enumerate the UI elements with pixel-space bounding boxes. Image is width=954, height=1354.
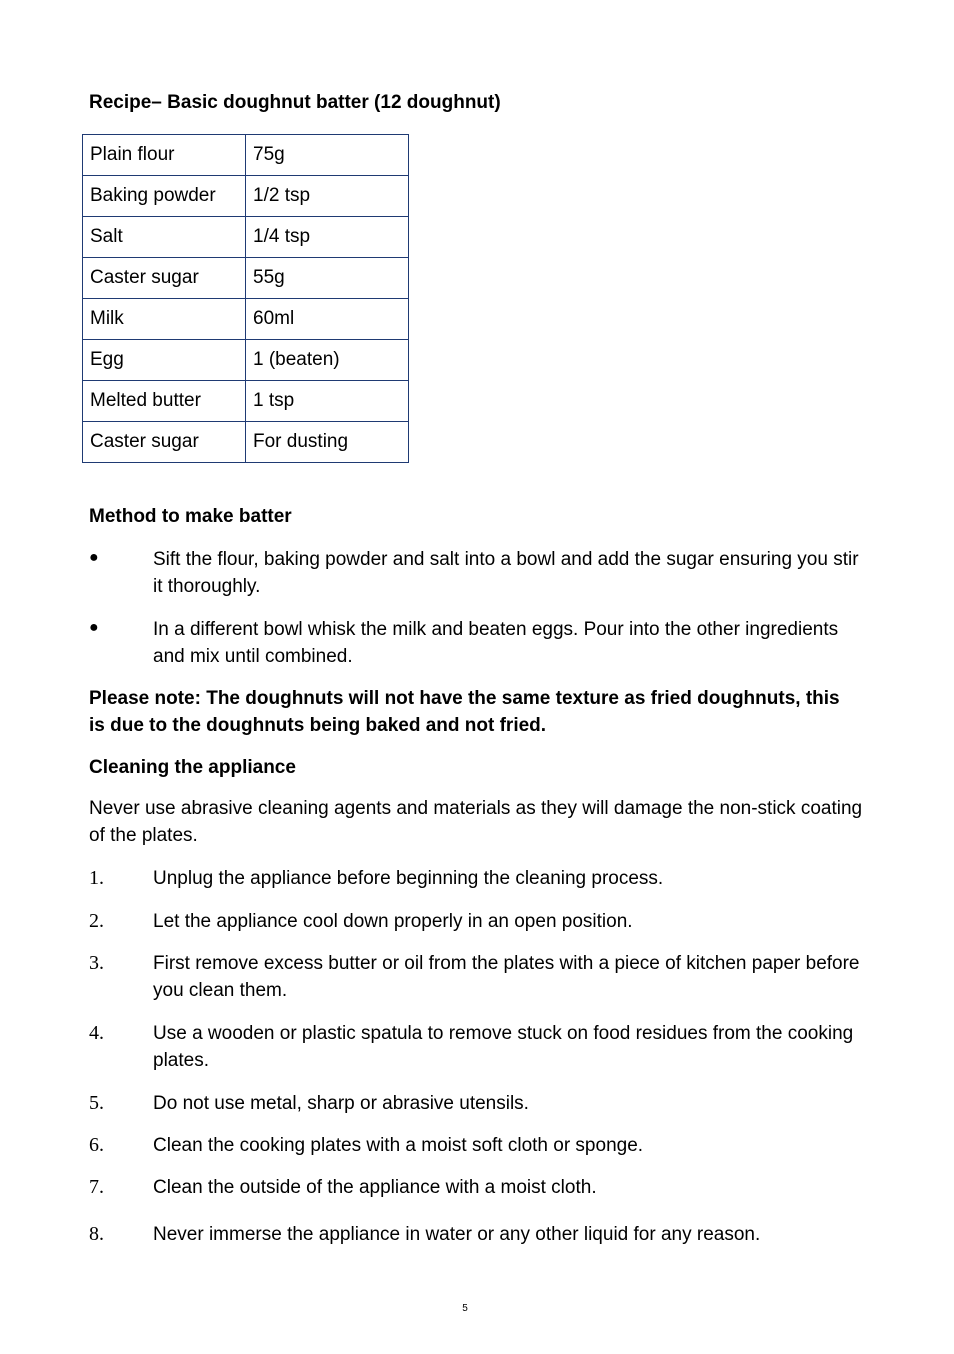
bullet-icon: ● bbox=[89, 549, 99, 566]
step-number: 3. bbox=[89, 952, 104, 974]
table-row bbox=[83, 176, 409, 217]
table-row bbox=[83, 422, 409, 463]
cleaning-step: Unplug the appliance before beginning the cleaning process. bbox=[153, 868, 664, 889]
table-row bbox=[83, 299, 409, 340]
ingredient-amount: 75g bbox=[246, 135, 409, 176]
table-row bbox=[83, 135, 409, 176]
cleaning-intro: Never use abrasive cleaning agents and materials as they will damage the non-stick coating of the plates. bbox=[89, 798, 863, 846]
cleaning-step: Let the appliance cool down properly in an open position. bbox=[153, 911, 633, 932]
cleaning-heading: Cleaning the appliance bbox=[89, 757, 296, 778]
important-note: Please note: The doughnuts will not have the same texture as fried doughnuts, this is due to the doughnuts being baked and not fried. bbox=[89, 688, 840, 736]
ingredient-name: Caster sugar bbox=[83, 258, 246, 299]
table-row bbox=[83, 381, 409, 422]
step-number: 6. bbox=[89, 1134, 104, 1156]
cleaning-step: Clean the outside of the appliance with a moist cloth. bbox=[153, 1177, 597, 1198]
ingredient-amount: 1 tsp bbox=[246, 381, 409, 422]
ingredient-name: Plain flour bbox=[83, 135, 246, 176]
ingredient-amount: 1/2 tsp bbox=[246, 176, 409, 217]
method-step: Sift the flour, baking powder and salt into a bowl and add the sugar ensuring you stir it thoroughly. bbox=[153, 549, 859, 597]
step-number: 8. bbox=[89, 1223, 104, 1245]
method-heading: Method to make batter bbox=[89, 506, 292, 527]
recipe-title: Recipe– Basic doughnut batter (12 doughnut) bbox=[89, 92, 501, 113]
ingredients-table bbox=[82, 134, 409, 463]
ingredient-name: Milk bbox=[83, 299, 246, 340]
step-number: 4. bbox=[89, 1022, 104, 1044]
ingredient-amount: 55g bbox=[246, 258, 409, 299]
cleaning-step: Clean the cooking plates with a moist soft cloth or sponge. bbox=[153, 1135, 644, 1156]
ingredient-name: Salt bbox=[83, 217, 246, 258]
table-row bbox=[83, 258, 409, 299]
ingredient-amount: 1/4 tsp bbox=[246, 217, 409, 258]
step-number: 5. bbox=[89, 1092, 104, 1114]
ingredient-name: Egg bbox=[83, 340, 246, 381]
ingredient-name: Melted butter bbox=[83, 381, 246, 422]
cleaning-step: Use a wooden or plastic spatula to remove stuck on food residues from the cooking plates. bbox=[153, 1023, 854, 1071]
page-number: 5 bbox=[462, 1303, 468, 1314]
ingredient-name: Caster sugar bbox=[83, 422, 246, 463]
method-step: In a different bowl whisk the milk and beaten eggs. Pour into the other ingredients and mix until combined. bbox=[153, 619, 839, 667]
bullet-icon: ● bbox=[89, 619, 99, 636]
ingredient-amount: For dusting bbox=[246, 422, 409, 463]
table-row bbox=[83, 217, 409, 258]
ingredient-name: Baking powder bbox=[83, 176, 246, 217]
ingredient-amount: 60ml bbox=[246, 299, 409, 340]
step-number: 2. bbox=[89, 910, 104, 932]
table-row bbox=[83, 340, 409, 381]
cleaning-step: Do not use metal, sharp or abrasive utensils. bbox=[153, 1093, 529, 1114]
cleaning-step: First remove excess butter or oil from the plates with a piece of kitchen paper before you clean them. bbox=[153, 953, 860, 1001]
step-number: 1. bbox=[89, 867, 104, 889]
ingredient-amount: 1 (beaten) bbox=[246, 340, 409, 381]
cleaning-step: Never immerse the appliance in water or any other liquid for any reason. bbox=[153, 1224, 761, 1245]
step-number: 7. bbox=[89, 1176, 104, 1198]
